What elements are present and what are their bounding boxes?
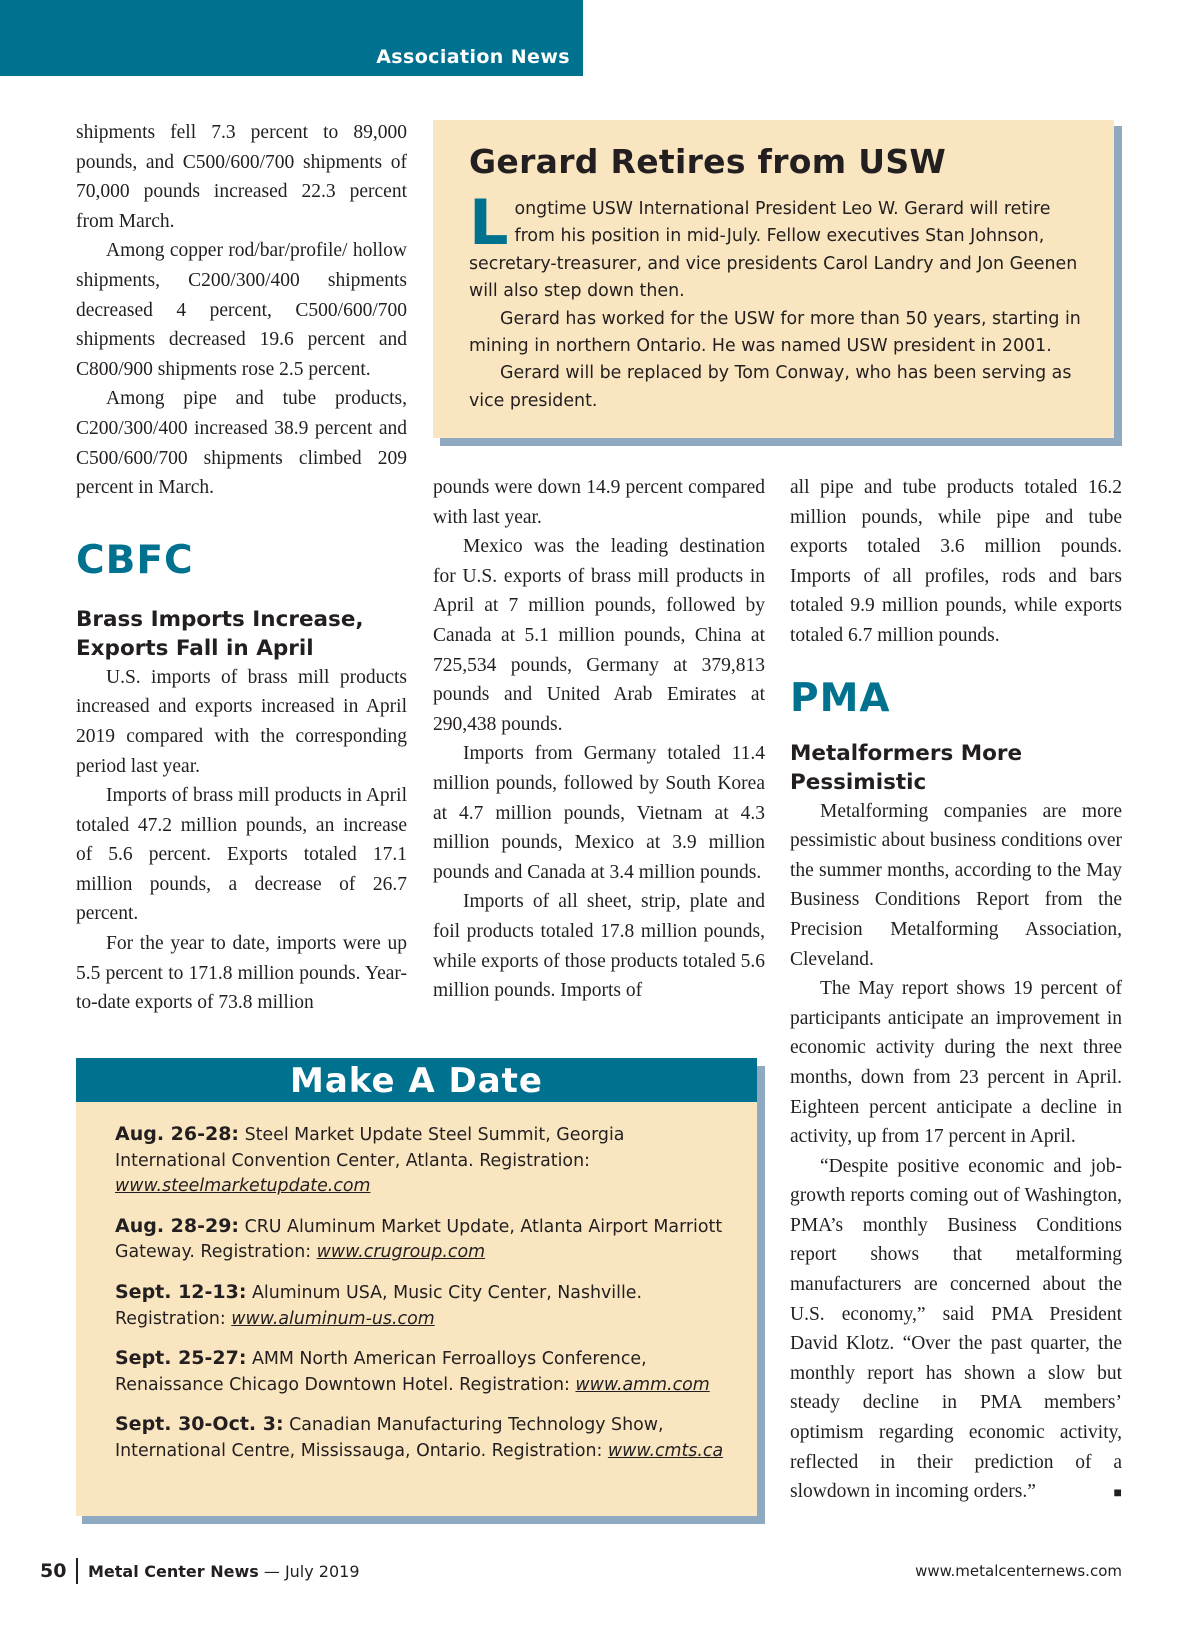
paragraph: Imports of all sheet, strip, plate and foil products totaled 17.8 million pounds, while exports of those products totaled 5.6 million pounds. Imports of (433, 891, 765, 1002)
paragraph: all pipe and tube products totaled 16.2 million pounds, while pipe and tube exports totaled 3.6 million pounds. Imports of all profiles, rods and bars totaled 9.9 million pounds, while exports totaled 6.7 million pounds. (790, 477, 1122, 646)
footer-url[interactable]: www.metalcenternews.com (915, 1562, 1122, 1580)
event-link[interactable]: www.aluminum-us.com (231, 1308, 435, 1329)
section-title: Association News (376, 46, 570, 68)
paragraph: Among copper rod/bar/profile/ hollow shipments, C200/300/400 shipments decreased 4 percent, C500/600/700 shipments decreased 19.6 percent and C800/900 shipments rose 2.5 percent. (76, 240, 407, 380)
event-list (76, 1102, 757, 1465)
event-description: Aluminum USA, Music City Center, Nashville. Registration: (115, 1282, 643, 1329)
paragraph: The May report shows 19 percent of participants anticipate an improvement in economic activity during the next three months, down from 23 percent in April. Eighteen percent anticipate a decline in activity, up from 17 percent in April. (790, 978, 1122, 1148)
event-description: CRU Aluminum Market Update, Atlanta Airport Marriott Gateway. Registration: (115, 1216, 723, 1263)
paragraph: pounds were down 14.9 percent compared with last year. (433, 477, 765, 528)
event-description: Steel Market Update Steel Summit, Georgia International Convention Center, Atlanta. Registration: (115, 1125, 625, 1171)
paragraph: Imports from Germany totaled 11.4 million pounds, followed by South Korea at 4.7 million pounds, Vietnam at 4.3 million pounds, Mexico at 3.9 million pounds and Canada at 3.4 million pounds. (433, 743, 765, 883)
issue-date: — July 2019 (258, 1562, 360, 1581)
event-date: Sept. 30-Oct. 3: (115, 1413, 284, 1436)
paragraph: shipments fell 7.3 percent to 89,000 pounds, and C500/600/700 shipments of 70,000 pounds increased 22.3 percent from March. (76, 122, 407, 232)
event-date: Aug. 26-28: (115, 1123, 240, 1145)
drop-cap: L (469, 186, 509, 259)
footer-divider (76, 1558, 78, 1584)
event-link[interactable]: www.steelmarketupdate.com (115, 1176, 371, 1197)
event-item (115, 1346, 727, 1398)
sidebar-title: Gerard Retires from USW (469, 142, 947, 181)
article-subheading: Metalformers More Pessimistic (790, 740, 1023, 795)
event-item (115, 1412, 727, 1464)
event-description: Canadian Manufacturing Technology Show, International Centre, Mississauga, Ontario. Registration: (115, 1415, 664, 1461)
end-mark-icon: ■ (1113, 1486, 1122, 1502)
event-date: Sept. 25-27: (115, 1347, 247, 1370)
event-description: AMM North American Ferroalloys Conference, Renaissance Chicago Downtown Hotel. Registration: (115, 1349, 647, 1395)
paragraph: Gerard has worked for the USW for more than 50 years, starting in mining in northern Ontario. He was named USW president in 2001. (469, 308, 1081, 357)
paragraph: Mexico was the leading destination for U.S. exports of brass mill products in April at 7 million pounds, followed by Canada at 5.1 million pounds, China at 725,534 pounds, Germany at 379,813 pounds and United Arab Emirates at 290,438 pounds. (433, 536, 765, 735)
paragraph: Gerard will be replaced by Tom Conway, who has been serving as vice president. (469, 363, 1072, 411)
event-item (115, 1122, 727, 1200)
event-link[interactable]: www.cmts.ca (607, 1440, 724, 1461)
event-link[interactable]: www.crugroup.com (316, 1242, 486, 1263)
paragraph: Imports of brass mill products in April totaled 47.2 million pounds, an increase of 5.6 percent. Exports totaled 17.1 million pounds, a decrease of 26.7 percent. (76, 785, 407, 925)
column-2 (433, 473, 765, 1006)
page-number: 50 (40, 1560, 67, 1582)
footer-publication (88, 1562, 360, 1581)
paragraph (469, 186, 1084, 306)
paragraph: U.S. imports of brass mill products increased and exports increased in April 2019 compared with the corresponding period last year. (76, 666, 407, 777)
section-header-bar (0, 0, 583, 76)
magazine-name: Metal Center News (88, 1562, 259, 1581)
make-a-date-box (76, 1058, 757, 1516)
event-item (115, 1214, 727, 1266)
org-heading-pma: PMA (790, 675, 891, 721)
gerard-sidebar (433, 120, 1114, 438)
make-a-date-title: Make A Date (76, 1058, 757, 1102)
event-item (115, 1280, 727, 1332)
article-subheading: Brass Imports Increase, Exports Fall in April (76, 606, 364, 661)
paragraph: Among pipe and tube products, C200/300/400 increased 38.9 percent and C500/600/700 shipments climbed 209 percent in March. (76, 388, 407, 499)
event-date: Aug. 28-29: (115, 1214, 240, 1237)
paragraph: Metalforming companies are more pessimistic about business conditions over the summer months, according to the May Business Conditions Report from the Precision Metalforming Association, Cleveland. (790, 800, 1122, 970)
paragraph-text: “Despite positive economic and job-growth reports coming out of Washington, PMA’s monthly Business Conditions report shows that metalforming manufacturers are concerned about the U.S. economy,” said PMA President David Klotz. “Over the past quarter, the monthly report has shown a slow but steady decline in PMA members’ optimism regarding economic activity, reflected in their prediction of a slowdown in incoming orders.” (790, 1155, 1122, 1503)
column-1 (76, 118, 407, 1018)
paragraph (790, 1152, 1122, 1507)
paragraph: For the year to date, imports were up 5.5 percent to 171.8 million pounds. Year-to-date exports of 73.8 million (76, 933, 407, 1014)
page-footer (40, 1560, 1122, 1590)
paragraph-text: ongtime USW International President Leo W. Gerard will retire from his position in mid-July. Fellow executives Stan Johnson, secretary-treasurer, and vice presidents Carol Landry and Jon Geenen will also step down then. (469, 199, 1078, 302)
org-heading-cbfc: CBFC (76, 537, 194, 583)
event-date: Sept. 12-13: (115, 1280, 247, 1303)
column-3 (790, 473, 1122, 1509)
event-link[interactable]: www.amm.com (575, 1374, 710, 1395)
